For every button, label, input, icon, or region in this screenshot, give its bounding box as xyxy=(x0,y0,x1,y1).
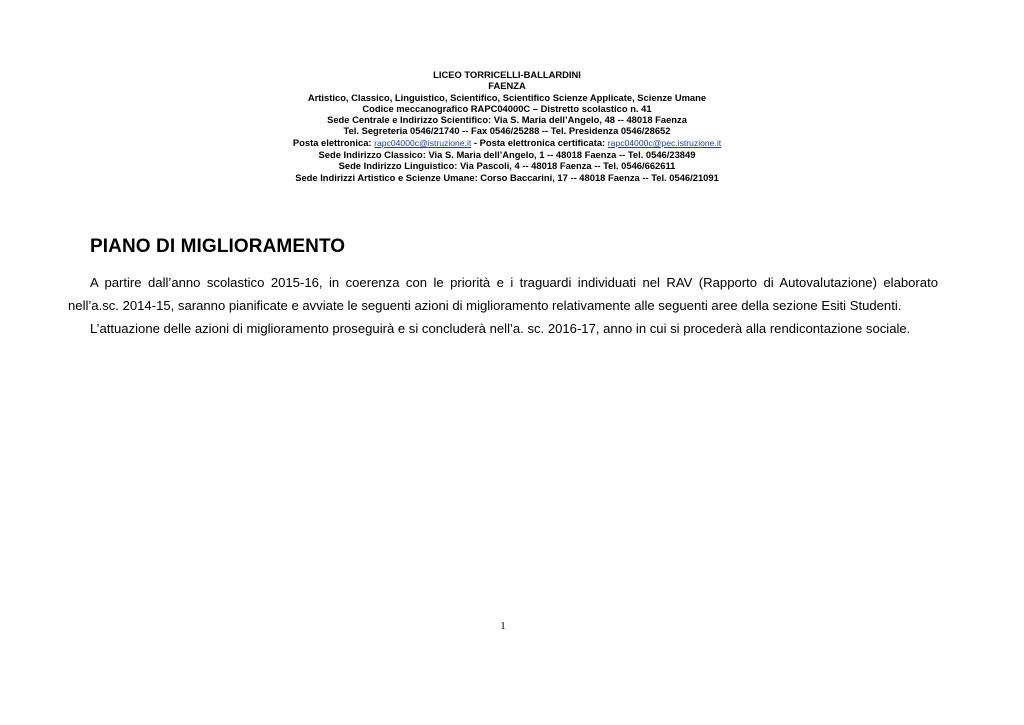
school-name: LICEO TORRICELLI-BALLARDINI xyxy=(433,69,581,80)
linguistic-seat-address: Sede Indirizzo Linguistico: Via Pascoli, 4 -- 48018 Faenza -- Tel. 0546/662611 xyxy=(338,160,676,172)
school-city: FAENZA xyxy=(488,80,526,92)
pec-link[interactable]: rapc04000c@pec.istruzione.it xyxy=(607,137,722,148)
email-line xyxy=(0,137,1014,149)
artistic-seat-address: Sede Indirizzi Artistico e Scienze Umane: Corso Baccarini, 17 -- 48018 Faenza -- Tel. 0546/21091 xyxy=(295,171,719,183)
page-number: 1 xyxy=(500,620,506,632)
document-title: PIANO DI MIGLIORAMENTO xyxy=(90,236,346,257)
body-paragraph-1: A partire dall’anno scolastico 2015-16, in coerenza con le priorità e i traguardi individuati nel RAV (Rapporto di Autovalutazione) elaborato nell’a.sc. 2014-15, saranno pianificate e avviate le seguenti azioni di miglioramento relativamente alle seguenti aree della sezione Esiti Studenti. xyxy=(68,275,938,313)
school-code: Codice meccanografico RAPC04000C – Distretto scolastico n. 41 xyxy=(362,102,652,114)
school-programs: Artistico, Classico, Linguistico, Scientifico, Scientifico Scienze Applicate, Scienze Umane xyxy=(307,91,707,103)
classic-seat-address: Sede Indirizzo Classico: Via S. Maria dell’Angelo, 1 -- 48018 Faenza -- Tel. 0546/23849 xyxy=(318,149,696,161)
email-link[interactable]: rapc04000c@istruzione.it xyxy=(374,137,472,148)
email-label: Posta elettronica: xyxy=(292,136,375,148)
pec-label: - Posta elettronica certificata: xyxy=(471,136,608,148)
phone-numbers: Tel. Segreteria 0546/21740 -- Fax 0546/25288 -- Tel. Presidenza 0546/28652 xyxy=(343,125,671,137)
letterhead xyxy=(0,69,1014,183)
body-paragraph-2: L’attuazione delle azioni di miglioramento proseguirà e si concluderà nell’a. sc. 2016-17, anno in cui si procederà alla rendicontazione sociale. xyxy=(90,321,911,336)
main-seat-address: Sede Centrale e Indirizzo Scientifico: Via S. Maria dell’Angelo, 48 -- 48018 Faenza xyxy=(327,114,687,126)
